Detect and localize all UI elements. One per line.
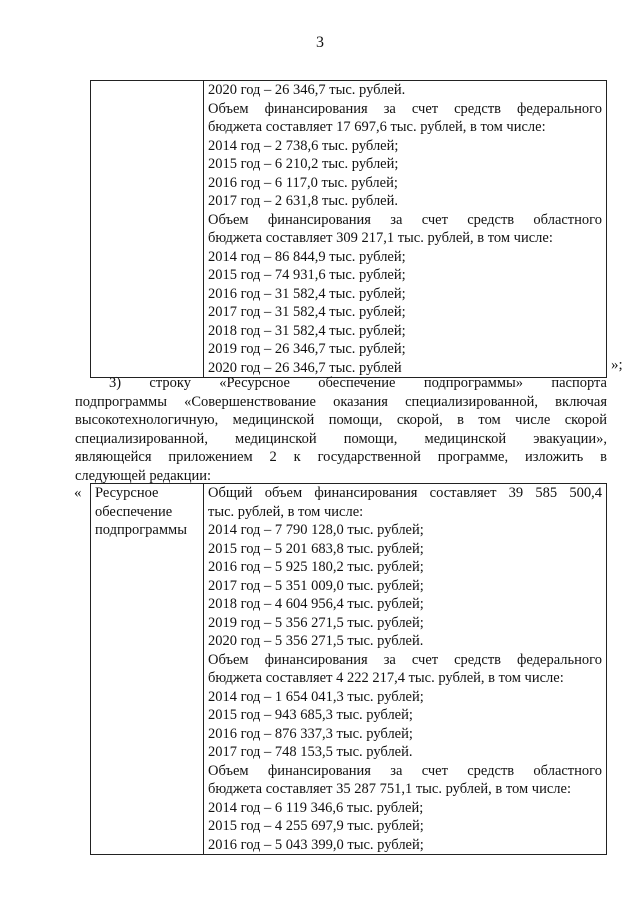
funding-line: 2017 год – 2 631,8 тыс. рублей. — [208, 193, 399, 209]
funding-line: 2016 год – 5 043 399,0 тыс. рублей; — [208, 836, 424, 853]
funding-line: бюджета составляет 17 697,6 тыс. рублей, в том числе: — [208, 119, 546, 135]
opening-quote: « — [74, 485, 82, 501]
funding-line: 2014 год – 2 738,6 тыс. рублей; — [208, 137, 399, 154]
funding-line: 2017 год – 748 153,5 тыс. рублей. — [208, 744, 413, 760]
funding-line: бюджета составляет 309 217,1 тыс. рублей, в том числе: — [208, 230, 553, 246]
funding-line: 2015 год – 943 685,3 тыс. рублей; — [208, 707, 413, 723]
closing-quote: »; — [611, 357, 623, 373]
funding-line: 2015 год – 4 255 697,9 тыс. рублей; — [208, 818, 424, 834]
paragraph-line: следующей редакции: — [75, 467, 212, 484]
funding-line: Объем финансирования за счет средств федерального — [208, 651, 602, 668]
funding-line: Общий объем финансирования составляет 39 585 500,4 — [208, 485, 602, 501]
label-cell-empty — [91, 81, 204, 378]
funding-line: 2014 год – 6 119 346,6 тыс. рублей; — [208, 799, 424, 816]
resource-label-cell — [91, 484, 204, 855]
resource-provision-table — [90, 483, 607, 855]
funding-line: 2016 год – 876 337,3 тыс. рублей; — [208, 725, 413, 742]
funding-line: Объем финансирования за счет средств областного — [208, 211, 602, 228]
funding-line: 2018 год – 31 582,4 тыс. рублей; — [208, 322, 406, 339]
funding-line: 2016 год – 6 117,0 тыс. рублей; — [208, 174, 398, 191]
funding-line: 2019 год – 5 356 271,5 тыс. рублей; — [208, 614, 424, 631]
paragraph-line: 3) строку «Ресурсное обеспечение подпрограммы» паспорта — [109, 375, 607, 391]
paragraph-line: высокотехнологичную, медицинской помощи, скорой, в том числе скорой — [75, 412, 607, 428]
page-number: 3 — [316, 34, 324, 51]
funding-line: Объем финансирования за счет средств федерального — [208, 100, 602, 117]
funding-line: 2017 год – 5 351 009,0 тыс. рублей; — [208, 577, 424, 594]
amendment-paragraph — [75, 374, 607, 485]
label-line: подпрограммы — [95, 522, 187, 538]
funding-line: 2014 год – 86 844,9 тыс. рублей; — [208, 248, 406, 265]
table-row — [91, 81, 607, 378]
label-line: Ресурсное — [95, 485, 159, 501]
funding-line: 2015 год – 6 210,2 тыс. рублей; — [208, 156, 399, 172]
funding-text-cell — [204, 484, 607, 855]
funding-line: 2020 год – 26 346,7 тыс. рублей — [208, 359, 402, 376]
funding-line: 2016 год – 5 925 180,2 тыс. рублей; — [208, 559, 424, 575]
paragraph-line: подпрограммы «Совершенствование оказания специализированной, включая — [75, 393, 607, 410]
funding-line: 2020 год – 26 346,7 тыс. рублей. — [208, 82, 406, 98]
funding-line: 2018 год – 4 604 956,4 тыс. рублей; — [208, 596, 424, 612]
funding-line: 2015 год – 5 201 683,8 тыс. рублей; — [208, 540, 424, 557]
funding-line: Объем финансирования за счет средств областного — [208, 762, 602, 779]
funding-table-continued — [90, 80, 607, 378]
label-line: обеспечение — [95, 503, 173, 520]
funding-line: бюджета составляет 35 287 751,1 тыс. рублей, в том числе: — [208, 781, 571, 797]
funding-line: 2017 год – 31 582,4 тыс. рублей; — [208, 304, 406, 320]
funding-line: 2020 год – 5 356 271,5 тыс. рублей. — [208, 633, 424, 649]
funding-text-cell — [204, 81, 607, 378]
table-row — [91, 484, 607, 855]
funding-line: тыс. рублей, в том числе: — [208, 503, 364, 520]
funding-line: 2014 год – 1 654 041,3 тыс. рублей; — [208, 688, 424, 705]
funding-line: 2019 год – 26 346,7 тыс. рублей; — [208, 341, 406, 357]
funding-line: 2014 год – 7 790 128,0 тыс. рублей; — [208, 522, 424, 538]
funding-line: 2015 год – 74 931,6 тыс. рублей; — [208, 267, 406, 283]
paragraph-line: специализированной, медицинской помощи, медицинской эвакуации», — [75, 430, 607, 447]
funding-line: бюджета составляет 4 222 217,4 тыс. рублей, в том числе: — [208, 670, 564, 686]
funding-line: 2016 год – 31 582,4 тыс. рублей; — [208, 285, 406, 302]
paragraph-line: являющейся приложением 2 к государственной программе, изложить в — [75, 449, 607, 465]
